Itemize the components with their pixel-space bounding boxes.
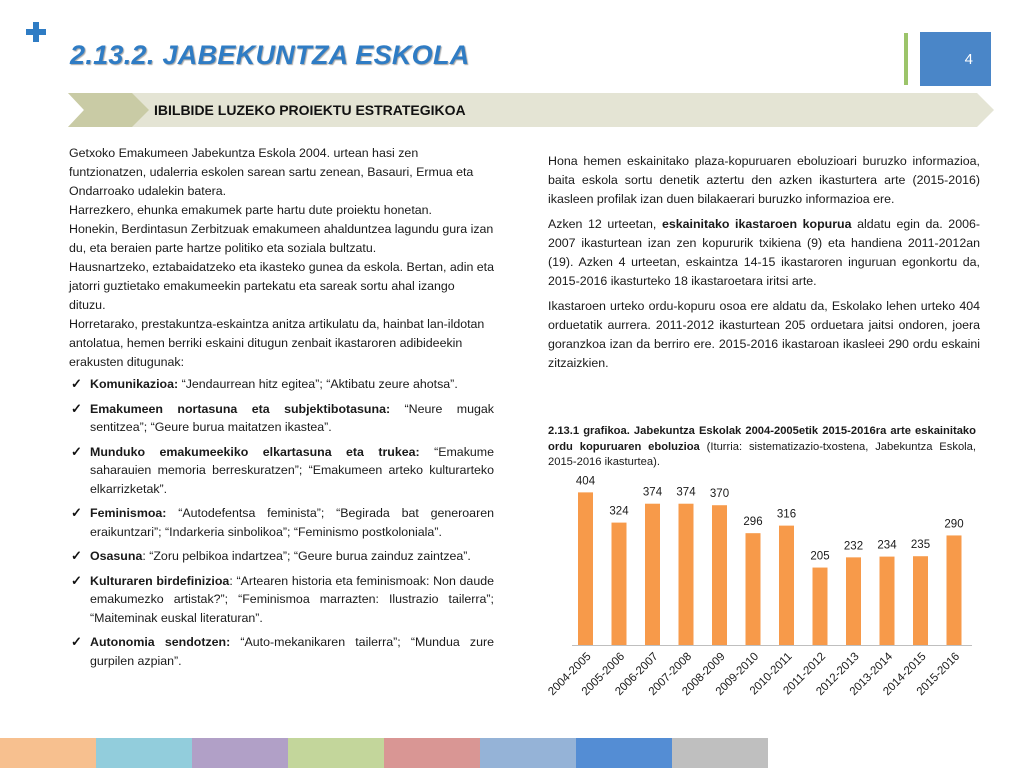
list-item [69, 547, 494, 566]
x-tick-label: 2007-2008 [646, 650, 695, 699]
accent-divider [904, 33, 908, 85]
list-item [69, 375, 494, 394]
chart-bar [746, 533, 761, 645]
x-tick-label: 2014-2015 [881, 650, 929, 699]
list-item [69, 443, 494, 499]
data-label: 374 [676, 486, 696, 499]
left-column [69, 144, 494, 676]
item-text: “Emakume saharauien memoria berreskuratzen”; “Emakumeen arteko kulturarteko elkarrizketak”. [90, 444, 494, 496]
paragraph: Horretarako, prestakuntza-eskaintza anitza artikulatu da, hainbat lan-ildotan antolatua, hemen berriki eskaini ditugun zenbait ikastaroren adibideekin erakusten ditugunak: [69, 317, 485, 369]
data-label: 234 [877, 539, 897, 552]
item-text: “Auto-mekanikaren tailerra”; “Mundua zure gurpilen azpian”. [90, 635, 494, 668]
data-label: 205 [810, 550, 830, 563]
paragraph: Hona hemen eskainitako plaza-kopuruaren eboluzioari buruzko informazioa, baita eskola sortu denetik aztertu den azken ikasturtera arte (2015-2016) ikasleen profilak izan duen bilakaerari buruzko informazioa ere. [548, 154, 980, 206]
item-text: “Jendaurrean hitz egitea”; “Aktibatu zeure ahotsa”. [178, 377, 458, 391]
chart-bar [779, 526, 794, 645]
banner-label: IBILBIDE LUZEKO PROIEKTU ESTRATEGIKOA [154, 102, 466, 118]
item-label: Komunikazioa: [90, 377, 179, 391]
list-item [69, 633, 494, 670]
text-run: aldatu egin da. 2006-2007 ikasturtean izan zen kopururik txikiena (9) eta handiena 2011-2012an (19). Azken 4 urteetan, eskaintza 14-15 ikastaroren inguruan egonkortu da, 2015-2016 ikasturteko 18 ikastaroetara iritsi arte. [548, 217, 980, 288]
footer-color-block [192, 738, 288, 768]
chart-bar [947, 535, 962, 645]
x-tick-label: 2011-2012 [781, 650, 829, 698]
chart-bar [813, 568, 828, 645]
item-label: Emakumeen nortasuna eta subjektibotasuna: [90, 401, 391, 416]
item-text: : “Artearen historia eta feminismoak: Non daude emakumezko artistak?”; “Feminismoa marrazten: Ilustrazio tailerra”; “Maiteminak euskal literaturan”. [90, 573, 494, 625]
footer-color-block [96, 738, 192, 768]
page-title: 2.13.2. JABEKUNTZA ESKOLA [70, 40, 470, 70]
chart-bar [645, 504, 660, 645]
item-label: Kulturaren birdefinizioa [90, 573, 230, 588]
data-label: 370 [709, 488, 730, 501]
check-icon: ✓ [71, 400, 82, 416]
data-label: 235 [910, 539, 931, 552]
x-tick-label: 2010-2011 [747, 650, 795, 698]
chart-bar [880, 557, 895, 645]
data-label: 290 [944, 518, 964, 531]
item-text: : “Zoru pelbikoa indartzea”; “Geure burua zainduz zaintzea”. [142, 549, 471, 563]
x-tick-label: 2015-2016 [914, 650, 963, 699]
course-list [69, 375, 494, 670]
paragraph: Honekin, Berdintasun Zerbitzuak emakumeen ahalduntzea lagundu gura izan du, eta beraien parte hartze politiko eta soziala bultzatu. [69, 222, 494, 255]
chart-bar [578, 492, 593, 645]
list-item [69, 400, 494, 437]
caption-title: 2.13.1 grafikoa. Jabekuntza Eskolak 2004-2005etik 2015-2016ra arte eskainitako ordu kopuruaren eboluzioa [548, 425, 976, 453]
data-label: 316 [776, 508, 797, 521]
chart-bar [679, 504, 694, 645]
footer-color-block [288, 738, 384, 768]
chart-bar [712, 505, 727, 645]
data-label: 404 [575, 475, 596, 488]
x-tick-label: 2012-2013 [814, 650, 862, 699]
footer-color-strip [0, 738, 768, 768]
check-icon: ✓ [71, 572, 82, 588]
data-label: 296 [743, 516, 763, 529]
item-label: Munduko emakumeekiko elkartasuna eta trukea: [90, 444, 420, 459]
check-icon: ✓ [71, 634, 82, 649]
footer-color-block [576, 738, 672, 768]
check-icon: ✓ [71, 376, 82, 391]
page-number: 4 [964, 50, 973, 68]
section-banner [68, 93, 994, 127]
list-item [69, 504, 494, 541]
footer-color-block [480, 738, 576, 768]
data-label: 232 [843, 540, 864, 553]
list-item [69, 572, 494, 628]
x-tick-label: 2005-2006 [579, 650, 628, 699]
footer-color-block [384, 738, 480, 768]
plus-icon [26, 22, 46, 42]
check-icon: ✓ [71, 548, 82, 563]
page-number-box [920, 32, 991, 86]
x-tick-label: 2013-2014 [847, 650, 896, 699]
bar-chart [546, 475, 986, 720]
item-label: Osasuna [90, 549, 143, 563]
x-tick-label: 2006-2007 [613, 650, 661, 699]
chart-bar [846, 557, 861, 645]
data-label: 324 [609, 505, 629, 518]
footer-color-block [0, 738, 96, 768]
caption-source: (Iturria: sistematizazio-txostena, Jabekuntza Eskola, 2015-2016 ikasturtea). [548, 440, 976, 468]
item-label: Autonomia sendotzen: [90, 635, 231, 649]
emphasis: eskainitako ikastaroen kopurua [661, 217, 852, 231]
right-column [548, 152, 980, 379]
check-icon: ✓ [71, 505, 82, 520]
figure-caption [548, 424, 976, 471]
text-run: Azken 12 urteetan, [548, 217, 662, 231]
item-label: Feminismoa: [90, 506, 167, 520]
intro-paragraph: Getxoko Emakumeen Jabekuntza Eskola 2004. urtean hasi zen funtzionatzen, udalerria eskolen sarean sartu zenean, Basauri, Ermua eta Ondarroako udalekin batera. [69, 146, 474, 198]
data-label: 374 [642, 486, 663, 499]
chart-bar [913, 556, 928, 645]
paragraph: Hausnartzeko, eztabaidatzeko eta ikasteko gunea da eskola. Bertan, adin eta jatorri guztietako emakumeekin partekatu eta sareak sortu ahal izango dituzu. [69, 260, 495, 312]
paragraph [548, 215, 980, 291]
paragraph: Ikastaroen urteko ordu-kopuru osoa ere aldatu da, Eskolako lehen urteko 404 orduetatik aurrera. 2011-2012 ikasturtean 205 orduetara jaitsi ondoren, joera goranzkoa izan da berriro ere. 2015-2016 ikastaroan ikasleei 290 ordu eskaini zitzaizkien. [548, 299, 980, 370]
paragraph: Harrezkero, ehunka emakumek parte hartu dute proiektu honetan. [69, 203, 432, 217]
chart-bar [612, 523, 627, 645]
x-tick-label: 2004-2005 [546, 650, 594, 699]
item-text: “Neure mugak sentitzea”; “Geure burua maitatzen ikastea”. [90, 401, 494, 434]
footer-color-block [672, 738, 768, 768]
item-text: “Autodefentsa feminista”; “Begirada bat generoaren eraikuntzari”; “Indarkeria sinbolikoa”; “Feminismo postkoloniala”. [90, 506, 494, 539]
x-tick-label: 2008-2009 [680, 650, 728, 699]
x-tick-label: 2009-2010 [713, 650, 762, 699]
check-icon: ✓ [71, 443, 82, 459]
